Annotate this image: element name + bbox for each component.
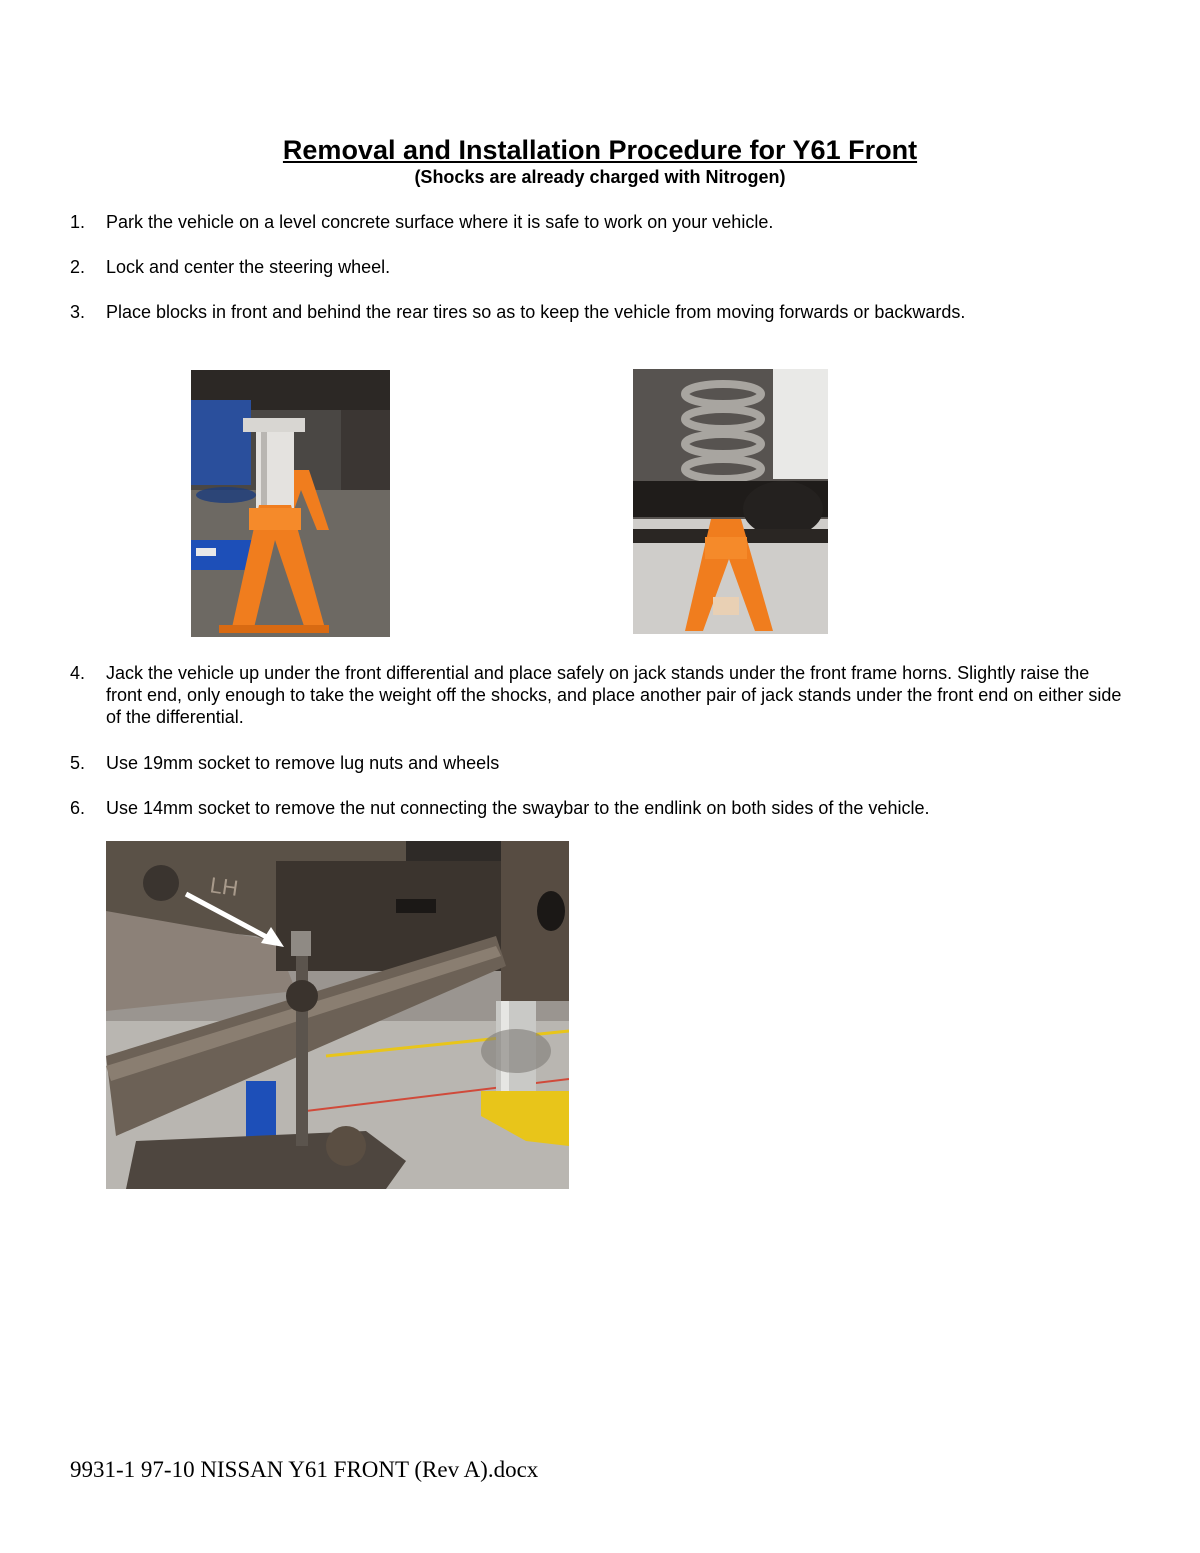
step-number: 4. xyxy=(70,663,86,683)
swaybar-endlink-photo xyxy=(106,841,569,1189)
list-item xyxy=(70,256,1130,278)
list-item xyxy=(70,211,1130,233)
list-item xyxy=(70,752,1130,774)
document-subtitle: (Shocks are already charged with Nitrogen) xyxy=(414,167,786,187)
step-number: 3. xyxy=(70,302,86,322)
step-text: Place blocks in front and behind the rear tires so as to keep the vehicle from moving forwards or backwards. xyxy=(106,302,966,322)
step-text: Jack the vehicle up under the front differential and place safely on jack stands under the front frame horns. Slightly raise the front end, only enough to take the weight off the shocks, and place another pair of jack stands under the front end on either side of the differential. xyxy=(106,663,1122,727)
footer-filename: 9931-1 97-10 NISSAN Y61 FRONT (Rev A).docx xyxy=(70,1457,539,1482)
coil-spring-photo xyxy=(633,369,828,634)
jack-stand-photo-left xyxy=(191,370,390,637)
list-item xyxy=(70,797,1130,819)
lh-frame-marking: LH xyxy=(208,872,240,901)
step-number: 1. xyxy=(70,212,86,232)
step-text: Park the vehicle on a level concrete surface where it is safe to work on your vehicle. xyxy=(106,212,774,232)
step-number: 5. xyxy=(70,753,86,773)
step-text: Lock and center the steering wheel. xyxy=(106,257,391,277)
list-item xyxy=(70,301,1130,323)
list-item xyxy=(70,662,1130,728)
step-text: Use 19mm socket to remove lug nuts and wheels xyxy=(106,753,500,773)
step-number: 6. xyxy=(70,798,86,818)
document-title: Removal and Installation Procedure for Y61 Front xyxy=(282,135,918,165)
step-text: Use 14mm socket to remove the nut connecting the swaybar to the endlink on both sides of the vehicle. xyxy=(106,798,930,818)
step-number: 2. xyxy=(70,257,86,277)
